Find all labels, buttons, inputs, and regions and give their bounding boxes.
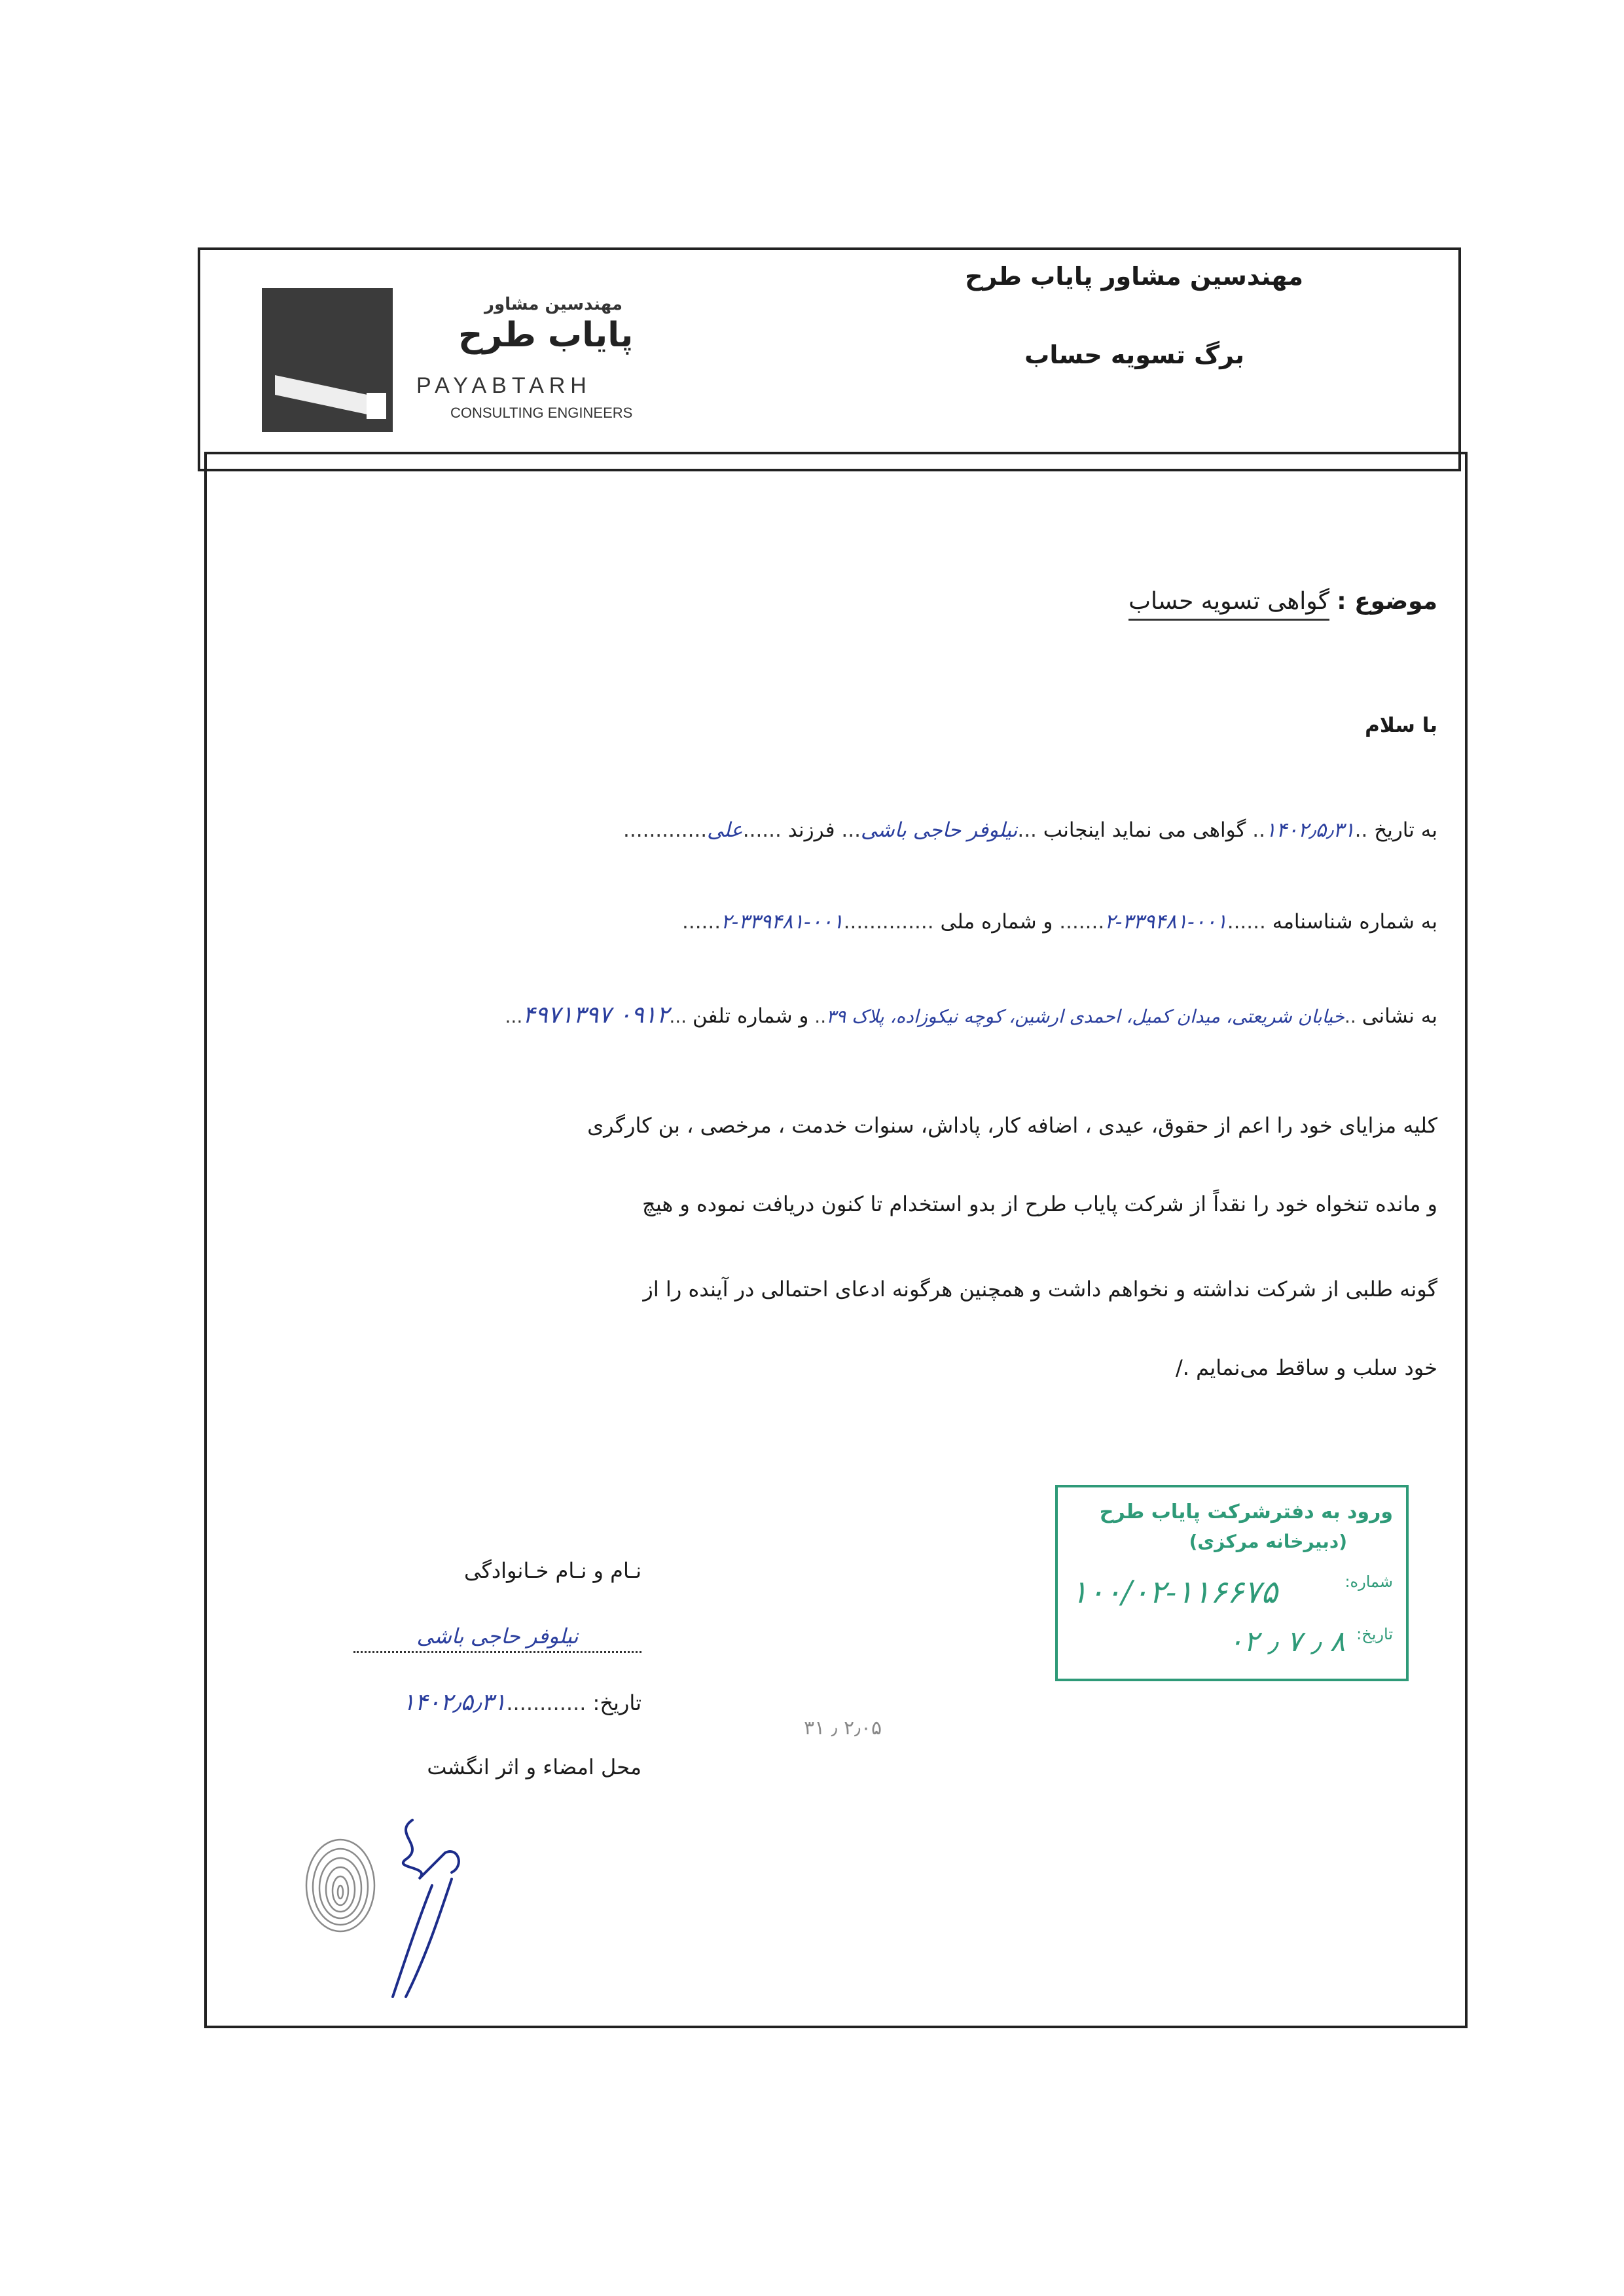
logo-en-sub: CONSULTING ENGINEERS <box>450 405 633 421</box>
signer-name: نیلوفر حاجی باشی <box>353 1624 641 1653</box>
id-prefix: به شماره شناسنامه <box>1272 910 1437 934</box>
logo-en-name: PAYABTARH <box>416 373 592 398</box>
phone-value: ۰۹۱۲ ۴۹۷۱۳۹۷ <box>522 1002 670 1029</box>
company-name: مهندسین مشاور پایاب طرح <box>965 262 1303 291</box>
body-box <box>204 452 1468 2028</box>
form-line-2: به شماره شناسنامه ......۰۰۱-۳۳۹۴۸۱-۲....... و شماره ملی ..............۰۰۱-۳۳۹۴۸۱-۲...... <box>682 910 1437 934</box>
address-value: خیابان شریعتی، میدان کمیل، احمدی ارشین، کوچه نیکوزاده، پلاک ۳۹ <box>826 1006 1344 1027</box>
stamp-line-2: (دبیرخانه مرکزی) <box>1189 1531 1347 1552</box>
greeting: با سلام <box>1365 714 1437 737</box>
sign-date: ۱۴۰۲٫۵٫۳۱ <box>402 1689 507 1716</box>
certify-text: گواهی می نماید اینجانب <box>1043 818 1246 842</box>
logo-mark-icon <box>262 288 393 432</box>
receipt-stamp <box>1055 1485 1409 1681</box>
company-logo <box>262 288 681 439</box>
father-name: علی <box>707 818 743 842</box>
national-id-label: و شماره ملی <box>940 910 1053 934</box>
subject-text: گواهی تسویه حساب <box>1128 588 1329 621</box>
employee-name: نیلوفر حاجی باشی <box>860 818 1018 842</box>
stamp-number: ۱۰۰/۰۲-۱۱۶۶۷۵ <box>1071 1574 1278 1611</box>
body-line-4: خود سلب و ساقط می‌نمایم ./ <box>1175 1355 1437 1380</box>
stamp-date-label: تاریخ: <box>1356 1625 1393 1643</box>
stamp-number-label: شماره: <box>1344 1573 1393 1591</box>
handwritten-signature <box>367 1807 497 2003</box>
logo-fa-big: پایاب طرح <box>458 316 634 355</box>
subject-label: موضوع : <box>1337 588 1437 615</box>
body-line-2: و مانده تنخواه خود را نقداً از شرکت پایاب طرح از بدو استخدام تا کنون دریافت نموده و هیچ <box>642 1192 1437 1216</box>
stamp-line-1: ورود به دفترشرکت پایاب طرح <box>1099 1501 1393 1523</box>
date-value: ۱۴۰۲٫۵٫۳۱ <box>1265 818 1355 842</box>
national-id: ۰۰۱-۳۳۹۴۸۱-۲ <box>721 910 844 934</box>
child-label: فرزند <box>787 818 835 842</box>
phone-label: و شماره تلفن <box>692 1004 809 1028</box>
body-line-1: کلیه مزایای خود را اعم از حقوق، عیدی ، اضافه کار، پاداش، سنوات خدمت ، مرخصی ، بن کارگری <box>587 1113 1437 1138</box>
sign-place-label: محل امضاء و اثر انگشت <box>427 1755 641 1779</box>
stamp-date: ۰۲ ٫ ۷ ٫ ۸ <box>1228 1625 1346 1658</box>
form-title: برگ تسویه حساب <box>1024 340 1244 369</box>
sign-date-label: تاریخ: <box>592 1690 641 1715</box>
pencil-note: ۳۱ ٫ ۲٫۰۵ <box>804 1717 882 1740</box>
id-number: ۰۰۱-۳۳۹۴۸۱-۲ <box>1104 910 1227 934</box>
form-line-1: به تاریخ ..۱۴۰۲٫۵٫۳۱.. گواهی می نماید اینجانب ...نیلوفر حاجی باشی... فرزند ......علی............. <box>623 818 1437 842</box>
date-prefix: به تاریخ <box>1374 818 1437 842</box>
sign-date-line: تاریخ: ............۱۴۰۲٫۵٫۳۱ <box>402 1689 641 1716</box>
body-line-3: گونه طلبی از شرکت نداشته و نخواهم داشت و همچنین هرگونه ادعای احتمالی در آینده را از <box>643 1277 1437 1302</box>
form-line-3: به نشانی ..خیابان شریعتی، میدان کمیل، احمدی ارشین، کوچه نیکوزاده، پلاک ۳۹.. و شماره تلفن ...۰۹۱۲ ۴۹۷۱۳۹۷... <box>505 1002 1437 1029</box>
address-prefix: به نشانی <box>1362 1004 1437 1028</box>
logo-fa-small: مهندسین مشاور <box>484 295 623 314</box>
name-label: نـام و نـام خـانوادگی <box>463 1558 641 1583</box>
